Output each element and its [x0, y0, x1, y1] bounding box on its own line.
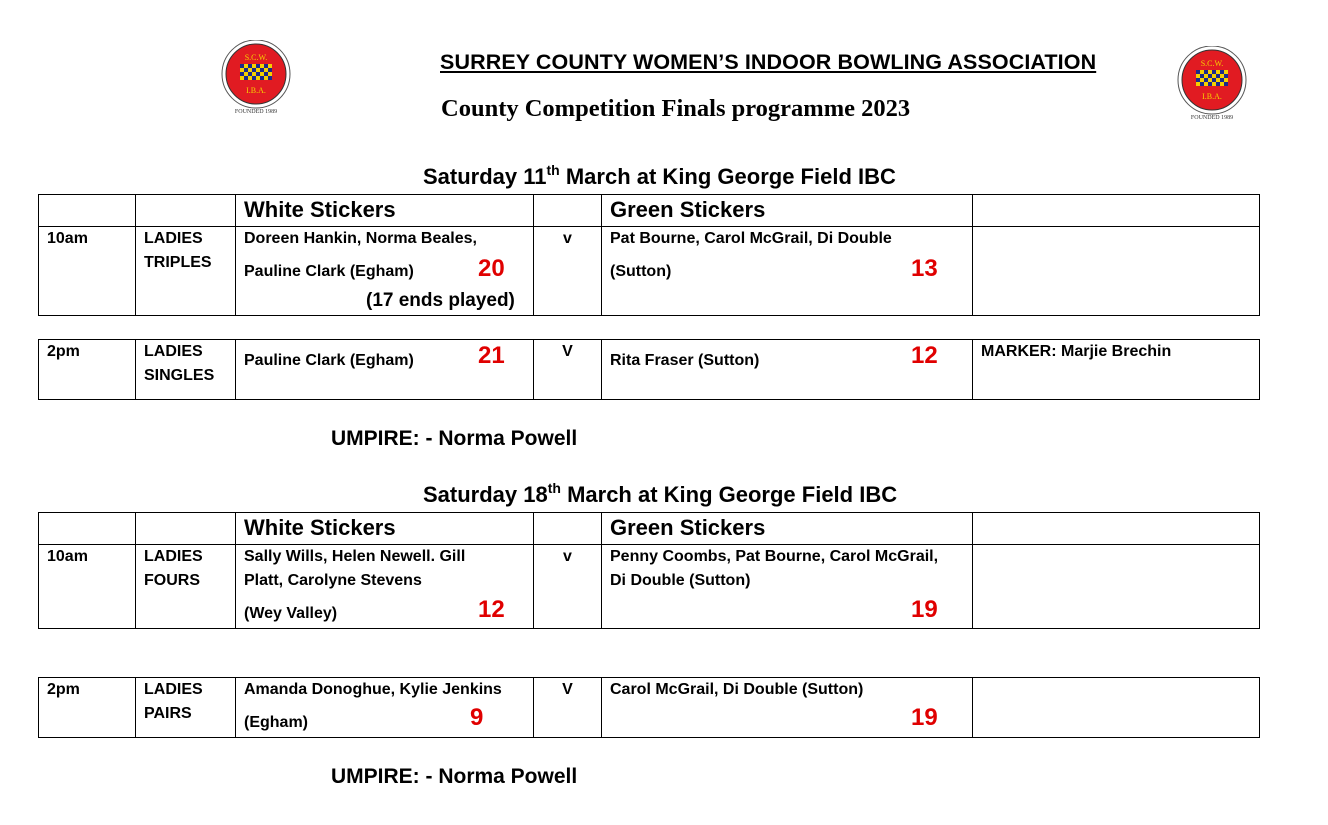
event-line: FOURS — [144, 572, 200, 589]
match-event — [136, 340, 236, 400]
header-blank — [534, 195, 602, 227]
fixture-table — [38, 194, 1260, 316]
association-logo-left — [220, 40, 292, 116]
header-blank — [973, 513, 1260, 545]
versus-label: v — [534, 545, 602, 629]
white-team-cell — [236, 340, 534, 400]
white-score: 12 — [478, 596, 505, 623]
green-score: 19 — [911, 596, 938, 623]
white-team-cell — [236, 678, 534, 738]
green-score: 13 — [911, 255, 938, 282]
event-line: LADIES — [144, 343, 203, 360]
green-team-cell — [602, 678, 973, 738]
green-team-cell — [602, 545, 973, 629]
green-team-line: Penny Coombs, Pat Bourne, Carol McGrail, — [610, 548, 939, 565]
event-line: LADIES — [144, 681, 203, 698]
session-heading — [423, 164, 896, 190]
svg-text:I.B.A.: I.B.A. — [246, 86, 266, 95]
svg-text:S.C.W.: S.C.W. — [1200, 59, 1224, 68]
versus-label: V — [534, 340, 602, 400]
header-blank — [534, 513, 602, 545]
header-blank — [136, 513, 236, 545]
white-team-line: Amanda Donoghue, Kylie Jenkins — [244, 681, 502, 698]
session-date: Saturday 18 — [423, 482, 548, 507]
umpire-line: UMPIRE: - Norma Powell — [331, 765, 578, 788]
event-line: TRIPLES — [144, 254, 212, 271]
svg-text:S.C.W.: S.C.W. — [244, 53, 268, 62]
white-score: 9 — [470, 704, 484, 731]
white-team-cell — [236, 227, 534, 316]
match-time: 2pm — [39, 678, 136, 738]
white-team-line: (Egham) — [244, 714, 308, 731]
green-team-line: Di Double (Sutton) — [610, 572, 751, 589]
session-date: Saturday 11 — [423, 164, 547, 189]
event-line: LADIES — [144, 548, 203, 565]
versus-label: v — [534, 227, 602, 316]
white-team-line: Pauline Clark (Egham) — [244, 263, 414, 280]
session-venue: March at King George Field IBC — [560, 482, 898, 507]
match-event — [136, 545, 236, 629]
match-time: 10am — [39, 227, 136, 316]
ends-played-note: (17 ends played) — [366, 290, 515, 311]
svg-text:FOUNDED 1989: FOUNDED 1989 — [1190, 115, 1234, 121]
event-line: LADIES — [144, 230, 203, 247]
event-line: PAIRS — [144, 705, 192, 722]
green-score: 19 — [911, 704, 938, 731]
session-heading — [423, 482, 897, 508]
marker-note: MARKER: Marjie Brechin — [973, 340, 1260, 400]
svg-text:FOUNDED 1989: FOUNDED 1989 — [234, 109, 278, 115]
white-team-line: Platt, Carolyne Stevens — [244, 572, 422, 589]
organisation-title: SURREY COUNTY WOMEN’S INDOOR BOWLING ASSOCIATION — [440, 50, 1097, 74]
green-stickers-header: Green Stickers — [602, 513, 973, 545]
white-stickers-header: White Stickers — [236, 513, 534, 545]
match-time: 10am — [39, 545, 136, 629]
white-score: 20 — [478, 255, 505, 282]
green-team-cell — [602, 227, 973, 316]
header-blank — [136, 195, 236, 227]
green-team-line: Rita Fraser (Sutton) — [610, 352, 760, 369]
header-blank — [973, 195, 1260, 227]
association-logo-right — [1176, 46, 1248, 122]
white-team-cell — [236, 545, 534, 629]
white-team-line: Sally Wills, Helen Newell. Gill — [244, 548, 466, 565]
match-event — [136, 678, 236, 738]
header-blank — [39, 513, 136, 545]
match-event — [136, 227, 236, 316]
white-stickers-header: White Stickers — [236, 195, 534, 227]
notes-cell — [973, 678, 1260, 738]
versus-label: V — [534, 678, 602, 738]
programme-title: County Competition Finals programme 2023 — [441, 95, 911, 122]
green-team-line: (Sutton) — [610, 263, 672, 280]
green-team-line: Pat Bourne, Carol McGrail, Di Double — [610, 230, 892, 247]
fixture-table — [38, 512, 1260, 629]
fixture-table — [38, 677, 1260, 738]
date-suffix: th — [547, 480, 561, 496]
svg-text:I.B.A.: I.B.A. — [1202, 92, 1222, 101]
green-team-cell — [602, 340, 973, 400]
green-team-line: Carol McGrail, Di Double (Sutton) — [610, 681, 864, 698]
white-team-line: Doreen Hankin, Norma Beales, — [244, 230, 477, 247]
header-blank — [39, 195, 136, 227]
white-score: 21 — [478, 342, 505, 369]
event-line: SINGLES — [144, 367, 215, 384]
umpire-line: UMPIRE: - Norma Powell — [331, 427, 578, 450]
fixture-table — [38, 339, 1260, 400]
match-time: 2pm — [39, 340, 136, 400]
notes-cell — [973, 545, 1260, 629]
notes-cell — [973, 227, 1260, 316]
white-team-line: (Wey Valley) — [244, 605, 338, 622]
session-venue: March at King George Field IBC — [559, 164, 896, 189]
green-stickers-header: Green Stickers — [602, 195, 973, 227]
white-team-line: Pauline Clark (Egham) — [244, 352, 414, 369]
date-suffix: th — [546, 162, 560, 178]
green-score: 12 — [911, 342, 938, 369]
